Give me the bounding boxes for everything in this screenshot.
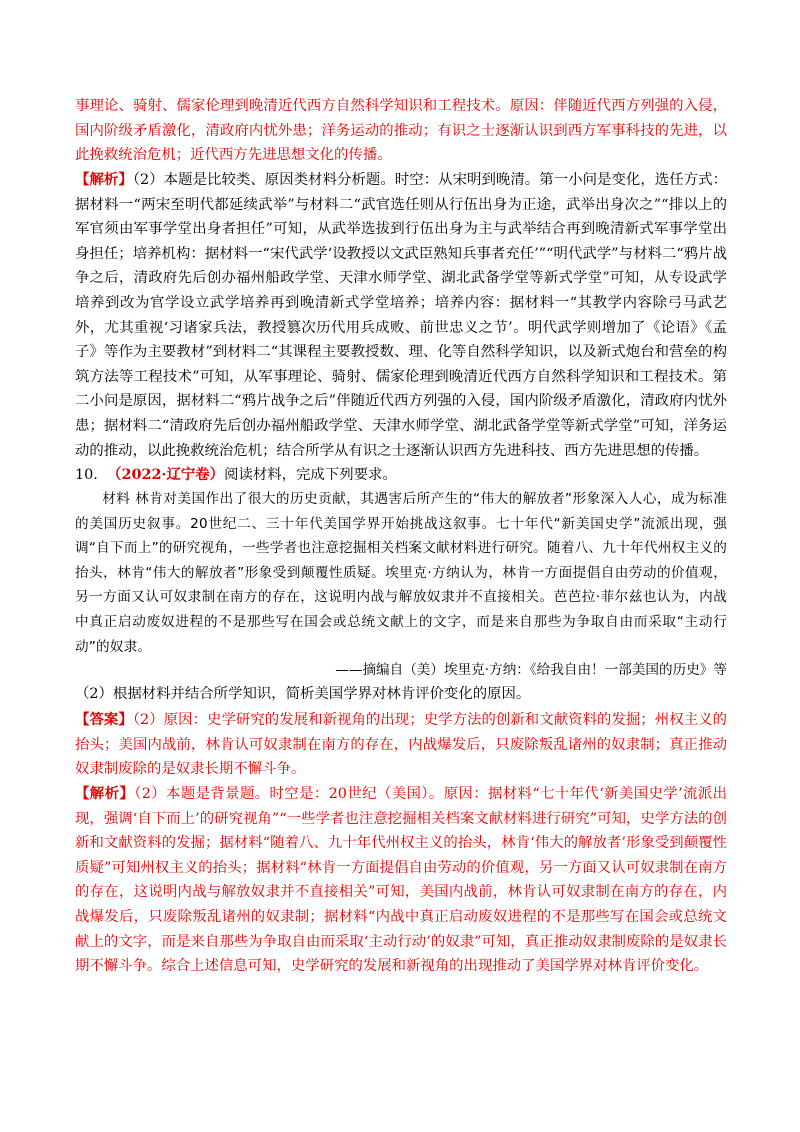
material-source: ——摘编自（美）埃里克·方纳：《给我自由！一部美国的历史》等 bbox=[335, 662, 727, 678]
analysis-text: （2）本题是背景题。时空是：20世纪（美国）。原因：据材料“七十年代‘新美国史学’流派出现，强调‘自下而上’的研究视角”“一些学者也注意挖掘相关档案文献材料进行研究”可知，史学方法的创新和文献资料的发掘；据材料“随着八、九十年代州权主义的抬头，林肯‘伟大的解放者’形象受到颠覆性质疑”可知州权主义的抬头；据材料“林肯一方面提倡自由劳动的价值观，另一方面又认可奴隶制在南方的存在，这说明内战与解放奴隶并不直接相关”可知，美国内战前，林肯认可奴隶制在南方的存在，内战爆发后，只废除叛乱诸州的奴隶制；据材料“内战中真正启动废奴进程的不是那些写在国会或总统文献上的文字，而是来自那些为争取自由而采取‘主动行动’的奴隶”可知，真正推动奴隶制废除的是奴隶长期不懈斗争。综合上述信息可知，史学研究的发展和新视角的出现推动了美国学界对林肯评价变化。 bbox=[75, 786, 727, 975]
question-material: 材料 林肯对美国作出了很大的历史贡献，其遇害后所产生的“伟大的解放者”形象深入人心，成为标准的美国历史叙事。20世纪二、三十年代美国学界开始挑战这叙事。七十年代“新美国史学”流派出现，强调“自下而上”的研究视角，一些学者也注意挖掘相关档案文献材料进行研究。随着八、九十年代州权主义的抬头，林肯“伟大的解放者”形象受到颠覆性质疑。埃里克·方纳认为，林肯一方面提倡自由劳动的价值观，另一方面又认可奴隶制在南方的存在，这说明内战与解放奴隶并不直接相关。芭芭拉·菲尔兹也认为，内战中真正启动废奴进程的不是那些写在国会或总统文献上的文字，而是来自那些为争取自由而采取“主动行动”的奴隶。 bbox=[75, 491, 727, 655]
analysis-tag: 【解析】 bbox=[75, 171, 133, 188]
answer-text: （2）原因：史学研究的发展和新视角的出现；史学方法的创新和文献资料的发掘；州权主义的抬头；美国内战前，林肯认可奴隶制在南方的存在，内战爆发后，只废除叛乱诸州的奴隶制；真正推动奴隶制废除的是奴隶长期不懈斗争。 bbox=[75, 712, 727, 778]
analysis-tag: 【解析】 bbox=[75, 785, 135, 802]
analysis-text: （2）本题是比较类、原因类材料分析题。时空：从宋明到晚清。第一小问是变化，选任方式：据材料一“两宋至明代都延续武举”与材料二“武官选任则从行伍出身为正途，武举出身次之”“排以上的军官须由军事学堂出身者担任”可知，从武举选拔到行伍出身为主与武举结合再到晚清新式军事学堂出身担任；培养机构：据材料一“宋代武学‘设教授以文武臣熟知兵事者充任’”“明代武学”与材料二“鸦片战争之后，清政府先后创办福州船政学堂、天津水师学堂、湖北武备学堂等新式学堂”可知，从专设武学培养到改为官学设立武学培养再到晚清新式学堂培养；培养内容：据材料一“其教学内容除弓马武艺外，尤其重视‘习诸家兵法，教授篡次历代用兵成败、前世忠义之节’。明代武学则增加了《论语》《孟子》等作为主要教材”到材料二“其课程主要教授数、理、化等自然科学知识，以及新式炮台和营垒的构筑方法等工程技术”可知，从军事理论、骑射、儒家伦理到晚清近代西方自然科学知识和工程技术。第二小问是原因，据材料二“鸦片战争之后”伴随近代西方列强的入侵，国内阶级矛盾激化，清政府内忧外患；据材料二“清政府先后创办福州船政学堂、天津水师学堂、湖北武备学堂等新式学堂”可知，洋务运动的推动，以此挽救统治危机；结合所学从有识之士逐渐认识西方先进科技、西方先进思想的传播。 bbox=[75, 172, 727, 459]
sub-question: （2）根据材料并结合所学知识，简析美国学界对林肯评价变化的原因。 bbox=[75, 686, 531, 702]
question-10-header bbox=[75, 463, 727, 488]
previous-answer-tail: 事理论、骑射、儒家伦理到晚清近代西方自然科学知识和工程技术。原因：伴随近代西方列强的入侵，国内阶级矛盾激化，清政府内忧外患；洋务运动的推动；有识之士逐渐认识到西方军事科技的先进，以此挽救统治危机；近代西方先进思想文化的传播。 bbox=[75, 98, 727, 164]
question-source-tag: （2022·辽宁卷） bbox=[107, 466, 225, 483]
question-number: 10. bbox=[75, 467, 98, 483]
answer-tag: 【答案】 bbox=[75, 711, 133, 728]
question-instruction: 阅读材料，完成下列要求。 bbox=[224, 467, 397, 483]
analysis-block-10 bbox=[75, 782, 727, 979]
analysis-block-1 bbox=[75, 168, 727, 463]
answer-block bbox=[75, 708, 727, 782]
